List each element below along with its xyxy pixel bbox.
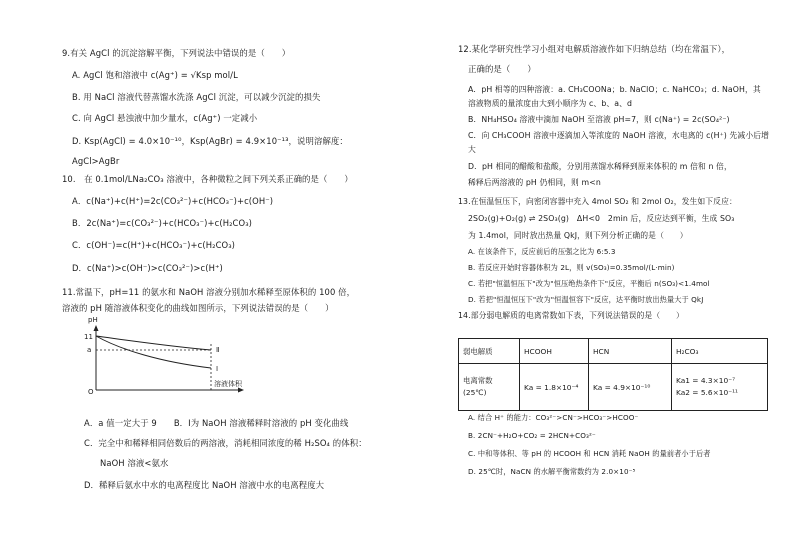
graph-xlabel: 溶液体积 xyxy=(214,380,242,388)
q12-option-c: C．向 CH₃COOH 溶液中逐滴加入等浓度的 NaOH 溶液，水电离的 c(H⁺) 先减小后增 xyxy=(468,131,770,140)
q12-option-c-cont: 大 xyxy=(468,145,476,154)
q9-stem: 9.有关 AgCl 的沉淀溶解平衡，下列说法中错误的是（ ） xyxy=(62,48,291,58)
graph-y-arrow xyxy=(94,325,99,331)
q11-option-d: D．稀释后氨水中水的电离程度比 NaOH 溶液中水的电离程度大 xyxy=(84,480,325,490)
table-cell-hcooh: Ka = 1.8×10⁻⁴ xyxy=(520,364,589,411)
q14-stem: 14.部分弱电解质的电离常数如下表，下列说法错误的是（ ） xyxy=(458,311,684,320)
table-cell-h2co3-ka2: Ka2 = 5.6×10⁻¹¹ xyxy=(676,388,739,397)
graph-ylabel: pH xyxy=(88,316,98,324)
q13-stem: 13.在恒温恒压下，向密闭容器中充入 4mol SO₂ 和 2mol O₂，发生如下反应： xyxy=(458,197,737,206)
graph-tick-a: a xyxy=(87,346,92,354)
q11-option-c: C．完全中和稀释相同倍数后的两溶液，消耗相同浓度的稀 H₂SO₄ 的体积： xyxy=(84,438,367,448)
q9-option-a: A. AgCl 饱和溶液中 c(Ag⁺) = √Ksp mol/L xyxy=(72,70,238,80)
q13-option-c: C. 若把"恒温恒压下"改为"恒压绝热条件下"反应，平衡后 n(SO₃)<1.4mol xyxy=(468,279,710,288)
table-row-label-line2: (25℃) xyxy=(463,388,487,397)
q12-option-b: B．NH₄HSO₄ 溶液中滴加 NaOH 至溶液 pH=7，则 c(Na⁺) = 2c(SO₄²⁻) xyxy=(468,115,730,124)
table-header-row xyxy=(459,339,768,364)
q11-stem: 11.常温下，pH=11 的氨水和 NaOH 溶液分别加水稀释至原体积的 100 倍， xyxy=(62,287,356,297)
table-row xyxy=(459,364,768,411)
table-header-label: 弱电解质 xyxy=(459,339,520,364)
q12-option-a-cont: 溶液物质的量浓度由大到小顺序为 c、b、a、d xyxy=(468,99,633,108)
q14-option-c: C. 中和等体积、等 pH 的 HCOOH 和 HCN 消耗 NaOH 的量前者小于后者 xyxy=(468,449,711,458)
q11-option-ab: A．a 值一定大于 9 B．Ⅰ为 NaOH 溶液稀释时溶液的 pH 变化曲线 xyxy=(84,418,349,428)
q9-option-b: B. 用 NaCl 溶液代替蒸馏水洗涤 AgCl 沉淀，可以减少沉淀的损失 xyxy=(72,92,321,102)
q14-option-b: B. 2CN⁻+H₂O+CO₂ = 2HCN+CO₃²⁻ xyxy=(468,431,596,440)
table-row-label-line1: 电离常数 xyxy=(463,376,493,385)
q9-option-d: D. Ksp(AgCl) = 4.0×10⁻¹⁰，Ksp(AgBr) = 4.9×10⁻¹³，说明溶解度： xyxy=(72,136,348,146)
q9-option-d-cont: AgCl>AgBr xyxy=(72,156,120,166)
q11-option-c-cont: NaOH 溶液<氨水 xyxy=(100,458,169,468)
q12-option-a: A．pH 相等的四种溶液：a. CH₃COONa；b. NaClO；c. NaHCO₃；d. NaOH，其 xyxy=(468,85,761,94)
ph-dilution-graph xyxy=(66,316,316,396)
q10-option-c: C．c(OH⁻)=c(H⁺)+c(HCO₃⁻)+c(H₂CO₃) xyxy=(72,240,236,250)
table-cell-hcn: Ka = 4.9×10⁻¹⁰ xyxy=(589,364,672,411)
table-header-hcooh: HCOOH xyxy=(520,339,589,364)
table-header-hcn: HCN xyxy=(589,339,672,364)
graph-curve-2 xyxy=(96,336,211,350)
q12-option-d: D．pH 相同的醋酸和盐酸，分别用蒸馏水稀释到原来体积的 m 倍和 n 倍， xyxy=(468,162,732,171)
graph-origin: O xyxy=(88,388,94,396)
q13-option-a: A. 在该条件下，反应前后的压强之比为 6:5.3 xyxy=(468,247,616,256)
table-header-h2co3: H₂CO₃ xyxy=(672,339,768,364)
q12-option-d-cont: 稀释后两溶液的 pH 仍相同，则 m<n xyxy=(468,178,601,187)
q14-option-d: D. 25℃时，NaCN 的水解平衡常数约为 2.0×10⁻⁵ xyxy=(468,467,636,476)
q11-stem-cont: 溶液的 pH 随溶液体积变化的曲线如图所示，下列说法错误的是（ ） xyxy=(62,303,334,313)
graph-curve-1-label: Ⅰ xyxy=(216,365,219,373)
q10-stem: 10. 在 0.1mol/LNa₂CO₃ 溶液中，各种微粒之间下列关系正确的是（ ） xyxy=(62,174,353,184)
q10-option-a: A．c(Na⁺)+c(H⁺)=2c(CO₃²⁻)+c(HCO₃⁻)+c(OH⁻) xyxy=(72,196,274,206)
q13-stem-cont: 2SO₂(g)+O₂(g) ⇌ 2SO₃(g) ΔH<0 2min 后，反应达到平衡，生成 SO₃ xyxy=(468,214,735,223)
graph-svg xyxy=(66,324,316,394)
table-cell-h2co3-ka1: Ka1 = 4.3×10⁻⁷ xyxy=(676,376,736,385)
q9-option-c: C. 向 AgCl 悬浊液中加少量水，c(Ag⁺) 一定减小 xyxy=(72,113,258,123)
table-row-label xyxy=(459,364,520,411)
q12-stem: 12.某化学研究性学习小组对电解质溶液作如下归纳总结（均在常温下）， xyxy=(458,44,731,54)
q14-option-a: A. 结合 H⁺ 的能力：CO₃²⁻>CN⁻>HCO₃⁻>HCOO⁻ xyxy=(468,413,639,422)
q13-option-d: D. 若把"恒温恒压下"改为"恒温恒容下"反应，达平衡时放出热量大于 QkJ xyxy=(468,295,704,304)
graph-tick-11: 11 xyxy=(84,333,93,341)
q13-stem-cont2: 为 1.4mol，同时放出热量 QkJ，则下列分析正确的是（ ） xyxy=(468,231,688,240)
table-cell-h2co3 xyxy=(672,364,768,411)
graph-curve-2-label: Ⅱ xyxy=(216,346,220,354)
q12-stem-cont: 正确的是（ ） xyxy=(468,64,536,74)
q10-option-b: B．2c(Na⁺)=c(CO₃²⁻)+c(HCO₃⁻)+c(H₂CO₃) xyxy=(72,218,253,228)
graph-curve-1 xyxy=(96,336,211,368)
ionization-constant-table xyxy=(458,338,768,411)
q13-option-b: B. 若反应开始时容器体积为 2L，则 v(SO₃)=0.35mol/(L·min) xyxy=(468,263,675,272)
graph-x-arrow xyxy=(238,388,244,393)
q10-option-d: D．c(Na⁺)>c(OH⁻)>c(CO₃²⁻)>c(H⁺) xyxy=(72,263,223,273)
